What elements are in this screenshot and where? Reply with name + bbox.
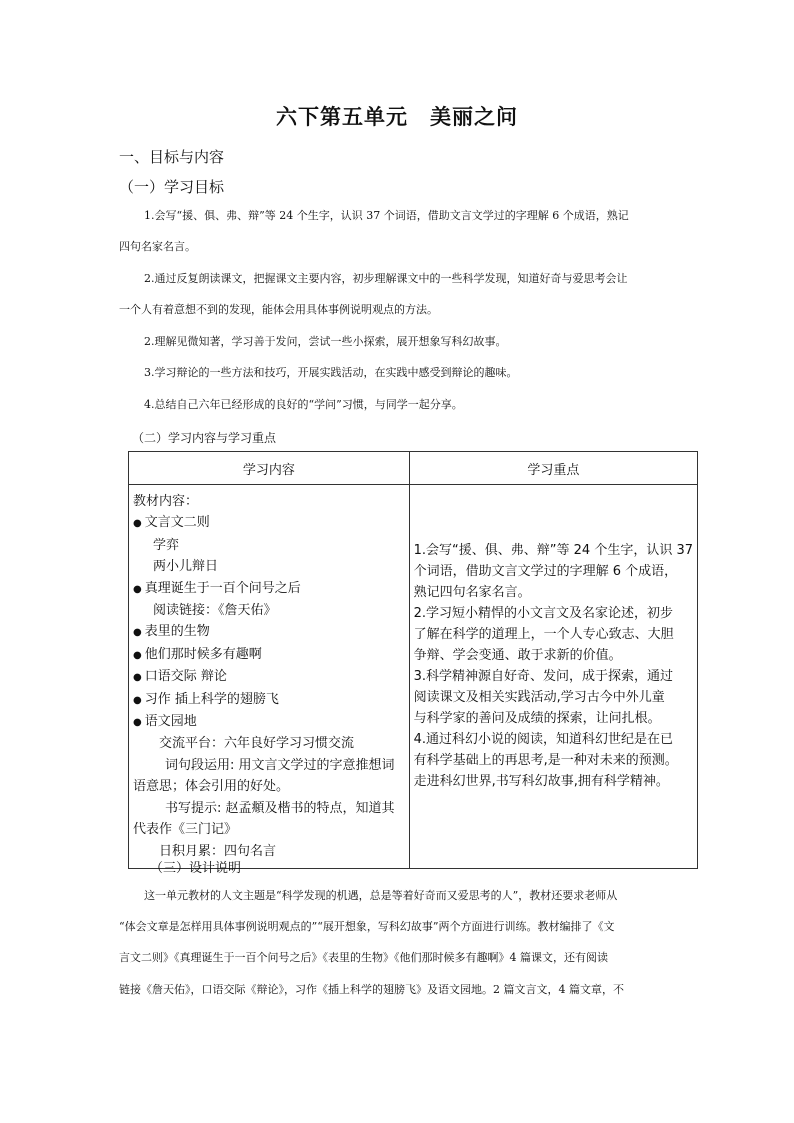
section-heading-goals-content: 一、目标与内容	[119, 148, 225, 166]
goal-line: 2.通过反复朗读课文，把握课文主要内容，初步理解课文中的一些科学发现，知道好奇与爱思考会让	[144, 272, 628, 285]
content-line: 日积月累：四句名言	[159, 843, 277, 859]
focus-line: 4.通过科幻小说的阅读，知道科幻世纪是在已	[413, 732, 674, 747]
content-line: 代表作《三门记》	[133, 822, 238, 838]
content-focus-table	[128, 451, 698, 869]
goal-line: 1.会写“援、俱、弗、辩”等 24 个生字，认识 37 个词语，借助文言文学过的字理解 6 个成语，熟记	[144, 209, 629, 222]
goal-line: 四句名家名言。	[119, 240, 196, 253]
content-line-text: 文言文二则	[144, 515, 210, 531]
goal-line: 2.理解见微知著，学习善于发问，尝试一些小探索，展开想象写科幻故事。	[144, 335, 507, 348]
design-line: 链接《詹天佑》，口语交际《辩论》，习作《插上科学的翅膀飞》及语文园地。2 篇文言文，4 篇文章，不	[119, 983, 624, 996]
content-bullet-line	[133, 621, 405, 643]
table-header-focus: 学习重点	[409, 452, 697, 485]
content-bullet-line	[133, 666, 405, 688]
focus-line: 走进科幻世界,书写科幻故事,拥有科学精神。	[413, 774, 669, 789]
design-line: 这一单元教材的人文主题是“科学发现的机遇，总是等着好奇而又爱思考的人”，教材还要求老师从	[144, 889, 618, 902]
content-line-text: 习作 插上科学的翅膀飞	[144, 691, 279, 707]
focus-line: 有科学基础上的再思考,是一种对未来的预测。	[413, 753, 678, 768]
focus-line: 1.会写“援、俱、弗、辩”等 24 个生字，认识 37	[413, 543, 693, 558]
focus-line: 3.科学精神源自好奇、发问，成于探索，通过	[413, 669, 674, 684]
content-line-text: 语文园地	[144, 714, 197, 730]
focus-line: 2.学习短小精悍的小文言文及名家论述，初步	[413, 606, 674, 621]
content-line-text: 表里的生物	[144, 624, 210, 640]
subsection-heading-design-notes: （三）设计说明	[150, 861, 242, 876]
goal-line: 3.学习辩论的一些方法和技巧，开展实践活动，在实践中感受到辩论的趣味。	[144, 366, 518, 379]
content-bullet-line	[133, 689, 405, 711]
content-line-text: 真理诞生于一百个问号之后	[144, 580, 301, 596]
table-row	[129, 485, 698, 869]
content-bullet-line	[133, 711, 405, 733]
table-header-content: 学习内容	[129, 452, 410, 485]
focus-line: 熟记四句名家名言。	[413, 585, 531, 600]
content-line: 交流平台：六年良好学习习惯交流	[159, 736, 355, 752]
content-line: 两小儿辩日	[153, 559, 219, 575]
table-header-row	[129, 452, 698, 485]
focus-line: 了解在科学的道理上，一个人专心致志、大胆	[413, 627, 674, 642]
design-line: “体会文章是怎样用具体事例说明观点的”“展开想象，写科幻故事”两个方面进行训练。教材编排了《文	[119, 920, 615, 933]
content-line: 教材内容：	[133, 494, 199, 509]
subsection-heading-content-focus: （二）学习内容与学习重点	[132, 431, 277, 445]
content-line: 语意思；体会引用的好处。	[133, 779, 290, 795]
content-line: 词句段运用: 用文言文学过的字意推想词	[165, 757, 395, 773]
content-line-text: 口语交际 辩论	[144, 669, 227, 685]
focus-line: 与科学家的善问及成绩的探索，让问扎根。	[413, 711, 661, 726]
subsection-heading-learning-goals: （一）学习目标	[119, 178, 225, 196]
content-bullet-line	[133, 644, 405, 666]
design-line: 言文二则》《真理诞生于一百个问号之后》《表里的生物》《他们那时候多有趣啊》4 篇课文，还有阅读	[119, 951, 608, 964]
goal-line: 一个人有着意想不到的发现，能体会用具体事例说明观点的方法。	[119, 303, 438, 316]
goal-line: 4.总结自己六年已经形成的良好的“学问”习惯，与同学一起分享。	[144, 398, 463, 411]
focus-line: 争辩、学会变通、敢于求新的价值。	[413, 648, 622, 663]
content-line-text: 他们那时候多有趣啊	[144, 646, 262, 662]
content-line: 学弈	[153, 537, 180, 553]
content-bullet-line	[133, 512, 405, 534]
content-cell	[129, 485, 410, 869]
page-title: 六下第五单元 美丽之问	[276, 104, 518, 129]
content-bullet-line	[133, 578, 405, 600]
content-line: 书写提示: 赵孟頫及楷书的特点，知道其	[165, 800, 395, 816]
focus-line: 个词语，借助文言文学过的字理解 6 个成语，	[413, 564, 678, 579]
focus-cell	[409, 485, 697, 869]
content-line: 阅读链接：《詹天佑》	[153, 603, 277, 619]
focus-line: 阅读课文及相关实践活动,学习古今中外儿童	[413, 690, 665, 705]
